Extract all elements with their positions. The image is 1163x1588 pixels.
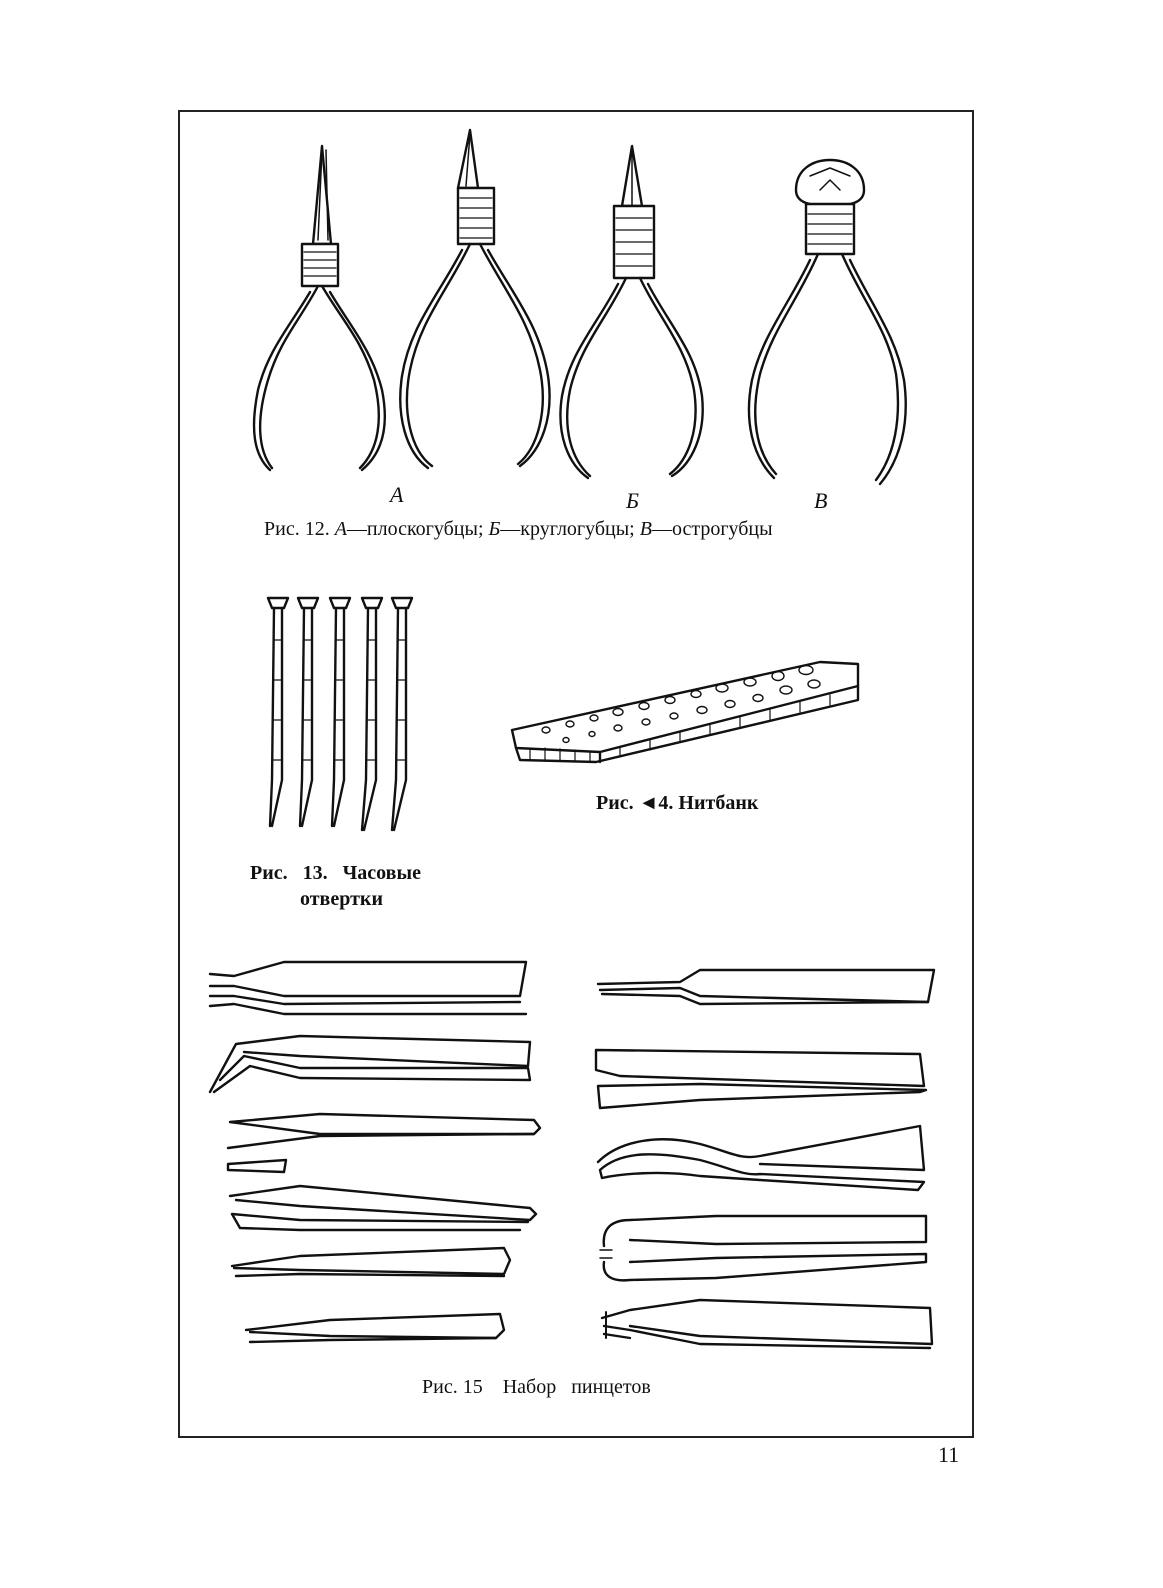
fig15-caption: Рис. 15 Набор пинцетов xyxy=(422,1376,651,1398)
watch-screwdrivers-icon xyxy=(268,598,412,830)
fig12-b-text: —круглогубцы; xyxy=(500,518,635,540)
round-nose-pliers-icon xyxy=(400,130,549,468)
fig12-c-text: —острогубцы xyxy=(651,518,773,540)
label-b: Б xyxy=(626,488,639,513)
tweezers-11-icon xyxy=(602,1300,932,1348)
fig13-caption-line2: отвертки xyxy=(300,888,383,910)
tweezers-2-icon xyxy=(210,1036,530,1092)
tweezers-set-icon xyxy=(210,962,540,1342)
staking-block-icon xyxy=(512,662,858,762)
fig13-caption-line1: Рис. 13. Часовые xyxy=(250,862,421,884)
flat-nose-pliers-icon xyxy=(254,146,385,470)
fig12-prefix: Рис. xyxy=(264,518,300,540)
fig12-c: В xyxy=(639,518,652,540)
page-number: 11 xyxy=(938,1442,960,1467)
tweezers-8-icon xyxy=(596,1050,926,1108)
fig12-a-text: —плоскогубцы; xyxy=(346,518,484,540)
tweezers-7-icon xyxy=(598,970,934,1004)
tweezers-10-icon xyxy=(600,1216,926,1280)
round-nose-pliers-b-icon xyxy=(560,146,702,478)
tweezers-3-icon xyxy=(228,1114,540,1148)
fig12-caption xyxy=(264,518,773,541)
tweezers-4-icon xyxy=(228,1160,536,1230)
tweezers-1-icon xyxy=(210,962,526,1014)
label-v: В xyxy=(814,488,828,513)
tweezers-set-right-icon xyxy=(596,970,934,1348)
tweezers-9-icon xyxy=(598,1126,924,1190)
fig12-a: А xyxy=(334,518,347,540)
fig14-caption: Рис. ◄4. Нитбанк xyxy=(596,792,759,814)
fig12-b: Б xyxy=(488,518,501,540)
end-cutting-pliers-icon xyxy=(749,160,906,484)
fig12-number: 12. xyxy=(304,518,330,540)
tweezers-6-icon xyxy=(246,1314,504,1342)
label-a: А xyxy=(390,482,404,507)
tweezers-5-icon xyxy=(232,1248,510,1276)
